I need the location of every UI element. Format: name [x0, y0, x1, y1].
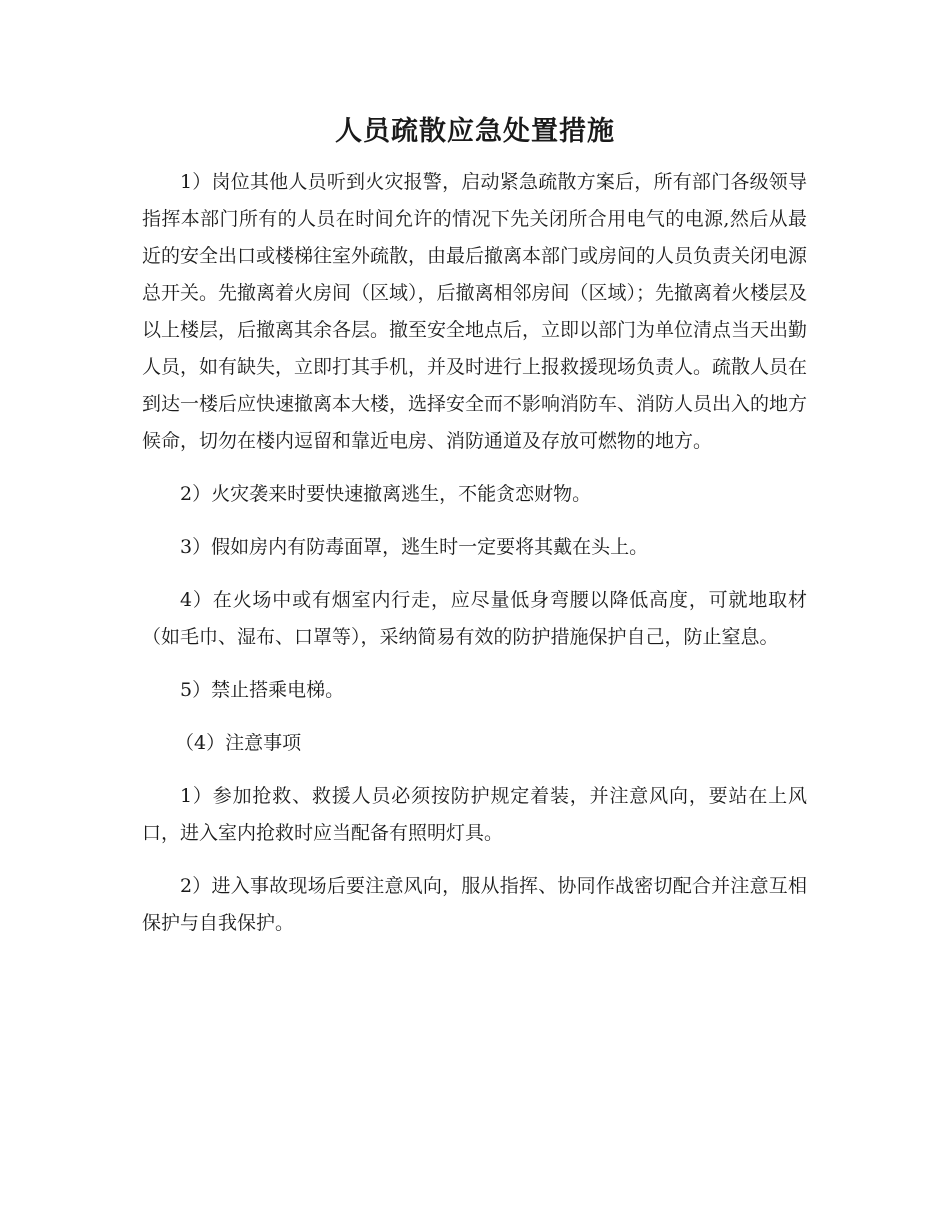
document-title: 人员疏散应急处置措施: [335, 116, 615, 147]
section-heading: （4）注意事项: [175, 732, 302, 754]
paragraph-5: 5）禁止搭乘电梯。: [180, 679, 345, 701]
paragraph-4: 4）在火场中或有烟室内行走，应尽量低身弯腰以降低高度，可就地取材（如毛巾、湿布、口罩等），采纳简易有效的防护措施保护自己，防止窒息。: [142, 589, 807, 648]
document-body: [142, 164, 807, 958]
paragraph-2: 2）火灾袭来时要快速撤离逃生，不能贪恋财物。: [180, 483, 592, 505]
paragraph-3: 3）假如房内有防毒面罩，逃生时一定要将其戴在头上。: [180, 536, 649, 558]
paragraph-1: 1）岗位其他人员听到火灾报警，启动紧急疏散方案后，所有部门各级领导指挥本部门所有的人员在时间允许的情况下先关闭所合用电气的电源,然后从最近的安全出口或楼梯往室外疏散，由最后撤离本部门或房间的人员负责关闭电源总开关。先撤离着火房间（区域），后撤离相邻房间（区域）；先撤离着火楼层及以上楼层，后撤离其余各层。撤至安全地点后，立即以部门为单位清点当天出勤人员，如有缺失，立即打其手机，并及时进行上报救援现场负责人。疏散人员在到达一楼后应快速撤离本大楼，选择安全而不影响消防车、消防人员出入的地方候命，切勿在楼内逗留和靠近电房、消防通道及存放可燃物的地方。: [142, 171, 808, 452]
note-2: 2）进入事故现场后要注意风向，服从指挥、协同作战密切配合并注意互相保护与自我保护。: [142, 875, 807, 934]
note-1: 1）参加抢救、救援人员必须按防护规定着装，并注意风向，要站在上风口，进入室内抢救时应当配备有照明灯具。: [142, 785, 807, 844]
